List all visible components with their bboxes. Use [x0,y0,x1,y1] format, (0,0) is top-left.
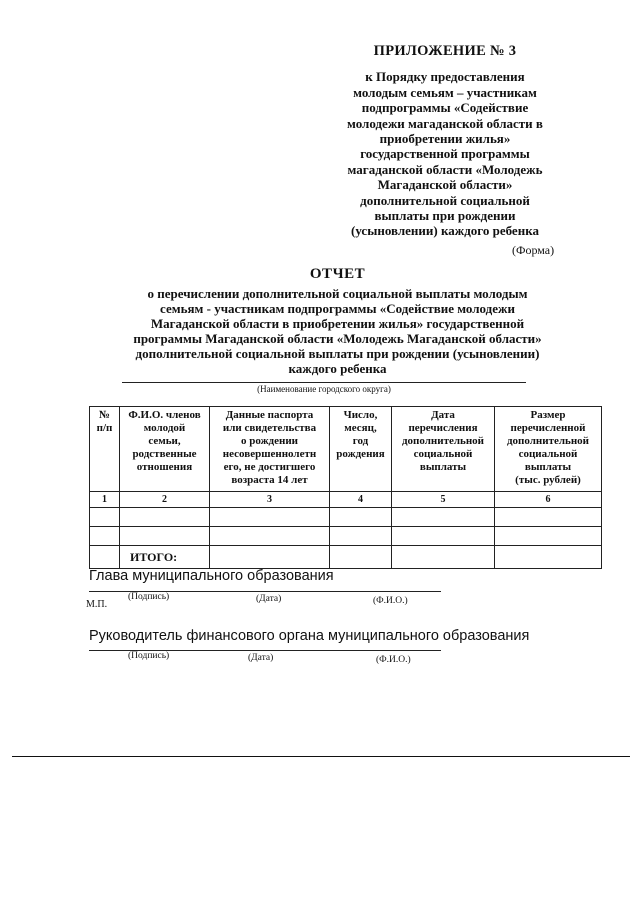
appendix-heading: ПРИЛОЖЕНИЕ № 3 [373,43,517,59]
report-table [89,406,602,569]
appendix-line: (усыновлении) каждого ребенка [351,223,539,239]
report-header [60,266,615,376]
report-subtitle-line: о перечислении дополнительной социальной выплаты молодым [147,286,528,301]
column-number-row [90,492,602,508]
table-cell[interactable] [392,546,495,569]
col-header-birthdate: Число, месяц, год рождения [330,407,392,492]
column-number: 1 [90,492,120,508]
finance-signature-title: Руководитель финансового органа муниципального образования [89,628,530,644]
col-header-transfer-date: Дата перечисления дополнительной социальной выплаты [392,407,495,492]
appendix-line: выплаты при рождении [374,208,516,224]
page-divider [12,756,630,757]
column-number: 4 [330,492,392,508]
report-subtitle-line: программы Магаданской области «Молодежь Магаданской области» [133,331,542,346]
form-label: (Форма) [512,243,555,257]
head-signature-title: Глава муниципального образования [89,568,334,584]
report-subtitle-line: каждого ребенка [288,361,387,376]
appendix-line: приобретении жилья» [379,131,511,147]
table-cell[interactable] [210,527,330,546]
col-header-passport: Данные паспорта или свидетельства о рождении несовершеннолетн его, не достигшего возраста 14 лет [210,407,330,492]
col-header-fio: Ф.И.О. членов молодой семьи, родственные отношения [120,407,210,492]
table-row [90,527,602,546]
total-label: ИТОГО: [120,546,210,569]
column-number: 3 [210,492,330,508]
appendix-line: магаданской области «Молодежь [347,161,543,177]
table-cell[interactable] [330,527,392,546]
table-cell[interactable] [210,508,330,527]
table-cell[interactable] [495,527,602,546]
report-title: ОТЧЕТ [309,266,366,282]
report-subtitle-line: семьям - участникам подпрограммы «Содействие молодежи [160,301,515,316]
column-number: 6 [495,492,602,508]
table-cell[interactable] [120,527,210,546]
okrug-fill-line[interactable] [122,382,526,383]
column-number: 5 [392,492,495,508]
appendix-line: дополнительной социальной [360,192,530,208]
table-cell[interactable] [392,527,495,546]
col-header-number: № п/п [90,407,120,492]
table-cell[interactable] [210,546,330,569]
table-cell[interactable] [495,508,602,527]
appendix-line: подпрограммы «Содействие [361,100,529,116]
table-cell[interactable] [392,508,495,527]
table-header-row [90,407,602,492]
fio-caption: (Ф.И.О.) [376,655,411,665]
appendix-block [318,44,572,239]
appendix-line: к Порядку предоставления [365,69,525,85]
stamp-place-label: М.П. [86,599,108,610]
date-caption: (Дата) [256,594,282,604]
table-cell[interactable] [495,546,602,569]
okrug-caption: (Наименование городского округа) [257,384,391,394]
table-cell[interactable] [90,527,120,546]
table-cell[interactable] [90,508,120,527]
appendix-line: Магаданской области» [377,177,513,193]
table-cell[interactable] [330,508,392,527]
report-subtitle-line: Магаданской области в приобретении жилья» государственной [150,316,525,331]
fio-caption: (Ф.И.О.) [373,596,408,606]
column-number: 2 [120,492,210,508]
col-header-amount: Размер перечисленной дополнительной социальной выплаты (тыс. рублей) [495,407,602,492]
table-cell[interactable] [120,508,210,527]
appendix-line: молодым семьям – участникам [353,84,537,100]
table-row [90,508,602,527]
appendix-line: государственной программы [360,146,530,162]
total-row [90,546,602,569]
report-subtitle-line: дополнительной социальной выплаты при рождении (усыновлении) [135,346,540,361]
date-caption: (Дата) [248,653,274,663]
signature-caption: (Подпись) [128,651,170,661]
signature-caption: (Подпись) [128,592,170,602]
table-cell[interactable] [330,546,392,569]
appendix-line: молодежи магаданской области в [347,115,543,131]
table-cell [90,546,120,569]
